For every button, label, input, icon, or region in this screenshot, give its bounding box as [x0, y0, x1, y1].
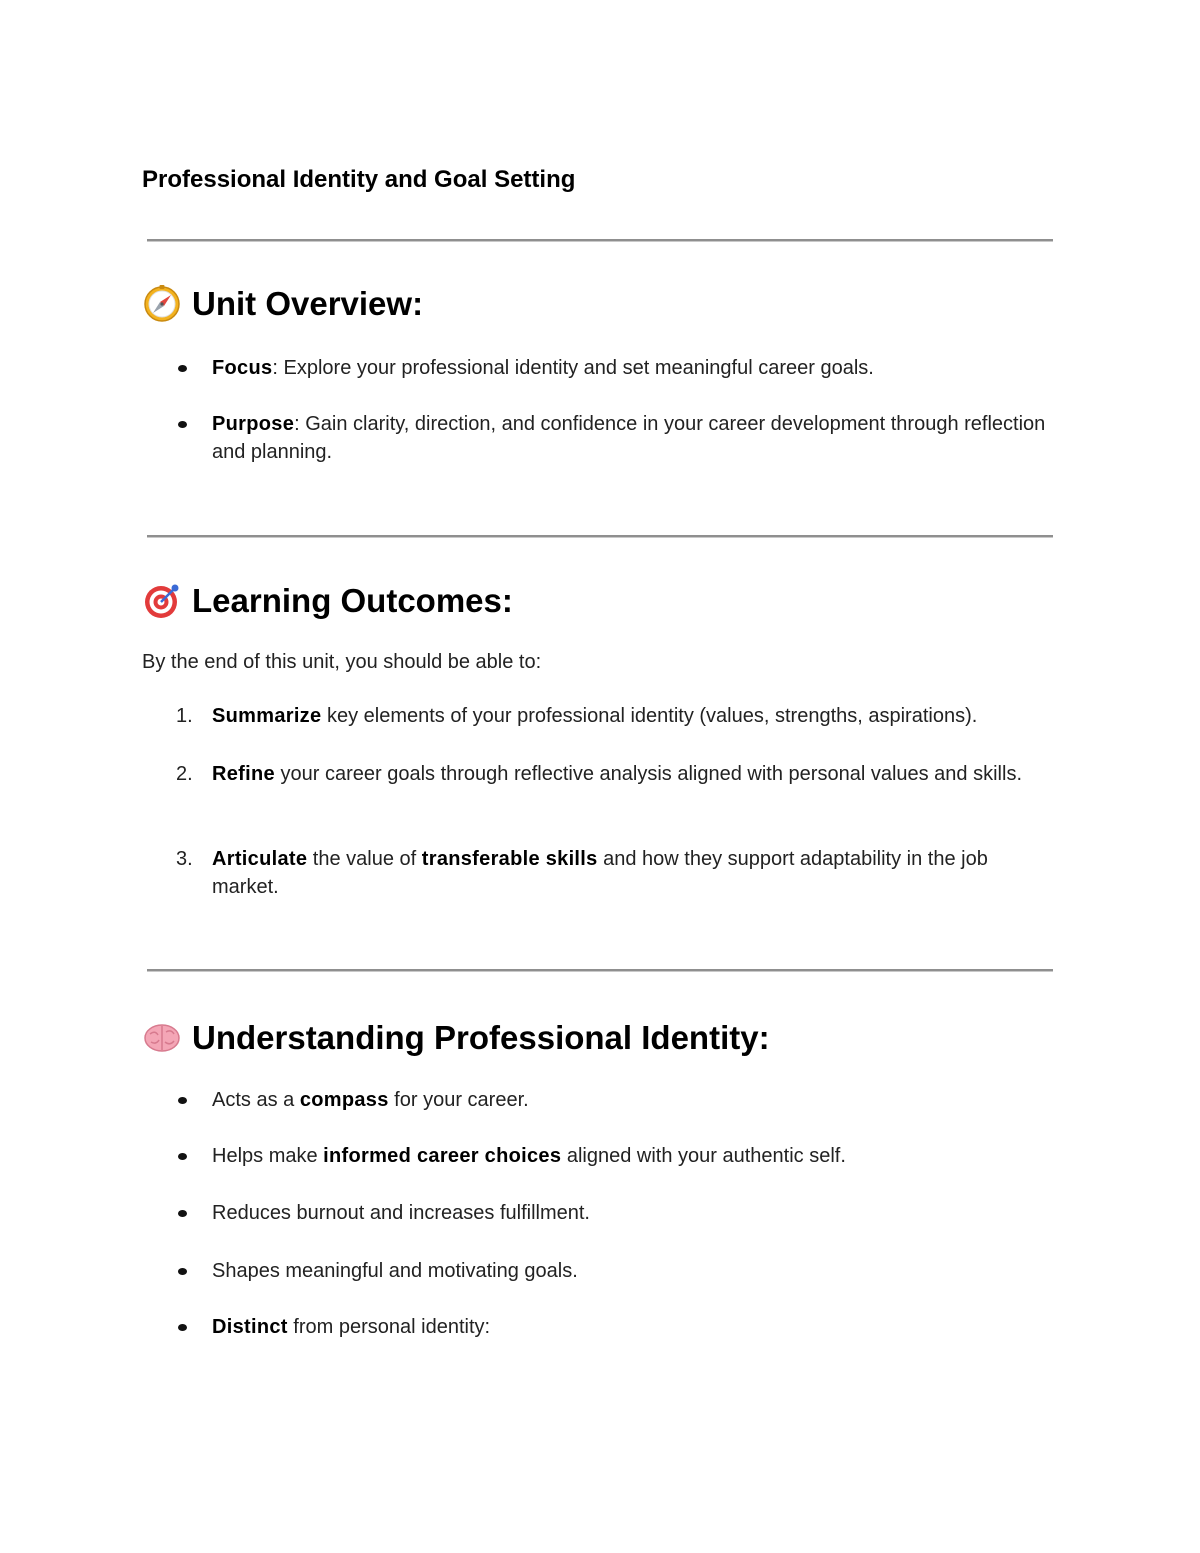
item-emphasis: informed career choices — [323, 1145, 562, 1167]
target-icon — [142, 581, 182, 621]
item-number: 2. — [176, 763, 193, 785]
professional-identity-title: Understanding Professional Identity: — [192, 1019, 770, 1056]
list-item — [142, 760, 1052, 788]
item-text: : Gain clarity, direction, and confidence in your career development through reflection and planning. — [212, 413, 1046, 463]
item-text: and how they support adaptability in the job market. — [212, 848, 988, 898]
item-text: from personal identity: — [287, 1316, 491, 1338]
compass-icon — [142, 284, 182, 324]
item-verb: Refine — [212, 763, 275, 785]
professional-identity-heading — [142, 1018, 770, 1058]
unit-overview-title: Unit Overview: — [192, 285, 424, 322]
item-number: 1. — [176, 705, 193, 727]
item-emphasis: compass — [299, 1089, 389, 1111]
item-label: Purpose — [212, 413, 295, 435]
list-item — [142, 845, 1052, 901]
item-text: Acts as a — [212, 1089, 300, 1111]
bullet-icon — [178, 365, 187, 372]
item-verb: Articulate — [212, 848, 308, 870]
document-title: Professional Identity and Goal Setting — [142, 166, 576, 193]
list-item — [142, 1257, 1052, 1285]
learning-outcomes-heading — [142, 581, 513, 621]
item-label: Focus — [212, 357, 273, 379]
item-text: aligned with your authentic self. — [561, 1145, 846, 1167]
item-text: Shapes meaningful and motivating goals. — [212, 1260, 578, 1282]
item-emphasis: transferable skills — [421, 848, 598, 870]
bullet-icon — [178, 1324, 187, 1331]
item-verb: Summarize — [212, 705, 322, 727]
item-text: Reduces burnout and increases fulfillment. — [212, 1202, 590, 1224]
bullet-icon — [178, 1153, 187, 1160]
item-text: key elements of your professional identity (values, strengths, aspirations). — [321, 705, 978, 727]
item-text: the value of — [307, 848, 422, 870]
list-item — [142, 702, 1052, 730]
item-text: for your career. — [388, 1089, 529, 1111]
bullet-icon — [178, 1097, 187, 1104]
list-item — [142, 1086, 1052, 1114]
item-emphasis: Distinct — [212, 1316, 288, 1338]
item-text: your career goals through reflective analysis aligned with personal values and skills. — [274, 763, 1022, 785]
unit-overview-heading — [142, 284, 423, 324]
bullet-icon — [178, 1268, 187, 1275]
list-item — [142, 1142, 1052, 1170]
learning-outcomes-intro: By the end of this unit, you should be able to: — [142, 651, 542, 673]
bullet-icon — [178, 1210, 187, 1217]
bullet-icon — [178, 421, 187, 428]
horizontal-divider — [147, 535, 1053, 538]
list-item — [142, 1199, 1052, 1227]
list-item — [142, 1313, 1052, 1341]
brain-icon — [142, 1018, 182, 1058]
list-item — [142, 410, 1052, 466]
horizontal-divider — [147, 969, 1053, 972]
horizontal-divider — [147, 239, 1053, 242]
list-item — [142, 354, 1052, 382]
item-number: 3. — [176, 848, 193, 870]
item-text: : Explore your professional identity and set meaningful career goals. — [272, 357, 874, 379]
item-text: Helps make — [212, 1145, 324, 1167]
learning-outcomes-title: Learning Outcomes: — [192, 582, 513, 619]
